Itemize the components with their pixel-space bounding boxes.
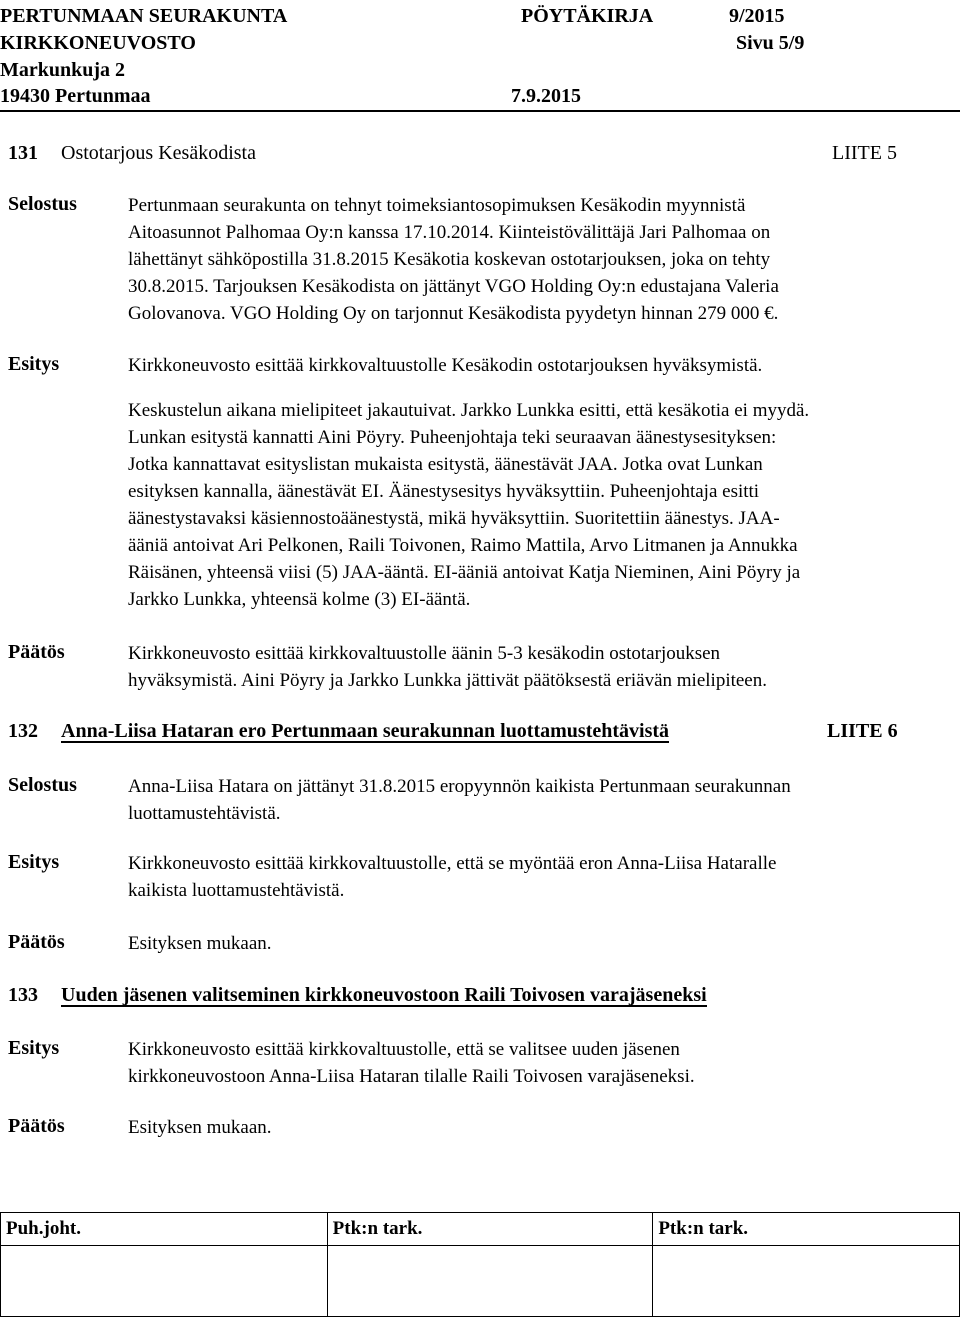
section-title [61, 720, 669, 743]
text-line: Kirkkoneuvosto esittää kirkkovaltuustolle äänin 5-3 kesäkodin ostotarjouksen [128, 643, 721, 664]
section-title [61, 984, 707, 1007]
text-line: kaikista luottamustehtävistä. [128, 880, 345, 901]
section-number: 133 [8, 984, 38, 1006]
attachment-ref: LIITE 6 [827, 720, 898, 742]
selostus-text [128, 773, 938, 827]
text-line: Golovanova. VGO Holding Oy on tarjonnut Kesäkodista pyydetyn hinnan 279 000 €. [128, 303, 779, 324]
section-number: 132 [8, 720, 38, 742]
selostus-text [128, 192, 938, 327]
signature-table [0, 1212, 960, 1317]
doc-number: 9/2015 [729, 5, 785, 27]
org-name: PERTUNMAAN SEURAKUNTA [0, 5, 288, 27]
signature-space [653, 1246, 960, 1317]
attachment-ref: LIITE 5 [832, 142, 897, 164]
esitys-label: Esitys [8, 353, 60, 375]
discussion-text [128, 397, 938, 613]
signature-cell-checker-1: Ptk:n tark. [327, 1213, 653, 1246]
paatos-label: Päätös [8, 931, 65, 953]
text-line: hyväksymistä. Aini Pöyry ja Jarkko Lunkka jättivät päätöksestä eriävän mielipiteen. [128, 670, 767, 691]
signature-cell-checker-2: Ptk:n tark. [653, 1213, 960, 1246]
text-line: kirkkoneuvostoon Anna-Liisa Hataran tilalle Raili Toivosen varajäseneksi. [128, 1066, 695, 1087]
meeting-date: 7.9.2015 [511, 85, 581, 107]
text-line: Pertunmaan seurakunta on tehnyt toimeksiantosopimuksen Kesäkodin myynnistä [128, 195, 746, 216]
section-number: 131 [8, 142, 38, 164]
text-line: lähettänyt sähköpostilla 31.8.2015 Kesäkotia koskevan ostotarjouksen, joka on tehty [128, 249, 771, 270]
text-line: äänestystavaksi käsiennostoäänestystä, mikä hyväksyttiin. Suoritettiin äänestys. JAA- [128, 508, 780, 529]
esitys-label: Esitys [8, 851, 60, 873]
text-line: Jarkko Lunkka, yhteensä kolme (3) EI-ääntä. [128, 589, 471, 610]
esitys-text [128, 850, 938, 904]
header-divider [0, 110, 960, 112]
signature-space [327, 1246, 653, 1317]
text-line: Lunkan esitystä kannatti Aini Pöyry. Puheenjohtaja teki seuraavan äänestysesityksen: [128, 427, 777, 448]
section-title: Ostotarjous Kesäkodista [61, 142, 256, 164]
esitys-text [128, 1036, 938, 1090]
body-name: KIRKKONEUVOSTO [0, 32, 196, 54]
text-line: luottamustehtävistä. [128, 803, 281, 824]
paatos-label: Päätös [8, 1115, 65, 1137]
text-line: ääniä antoivat Ari Pelkonen, Raili Toivonen, Raimo Mattila, Arvo Litmanen ja Annukka [128, 535, 798, 556]
selostus-label: Selostus [8, 774, 77, 796]
page-number: Sivu 5/9 [736, 32, 805, 54]
text-line: Kirkkoneuvosto esittää kirkkovaltuustolle, että se myöntää eron Anna-Liisa Hataralle [128, 853, 777, 874]
text-line: Aitoasunnot Palhomaa Oy:n kanssa 17.10.2014. Kiinteistövälittäjä Jari Palhomaa on [128, 222, 771, 243]
text-line: esityksen kannalla, äänestävät EI. Äänestysesitys hyväksyttiin. Puheenjohtaja esitti [128, 481, 760, 502]
doc-type: PÖYTÄKIRJA [521, 5, 654, 27]
signature-space [1, 1246, 328, 1317]
text-line: 30.8.2015. Tarjouksen Kesäkodista on jättänyt VGO Holding Oy:n edustajana Valeria [128, 276, 779, 297]
text-line: Jotka kannattavat esityslistan mukaista esitystä, äänestävät JAA. Jotka ovat Lunkan [128, 454, 763, 475]
paatos-text: Esityksen mukaan. [128, 1117, 272, 1138]
street-address: Markunkuja 2 [0, 59, 126, 81]
esitys-text: Kirkkoneuvosto esittää kirkkovaltuustolle Kesäkodin ostotarjouksen hyväksymistä. [128, 355, 763, 376]
text-line: Anna-Liisa Hatara on jättänyt 31.8.2015 eropyynnön kaikista Pertunmaan seurakunnan [128, 776, 791, 797]
paatos-text [128, 640, 938, 694]
postal-address: 19430 Pertunmaa [0, 85, 151, 107]
text-line: Räisänen, yhteensä viisi (5) JAA-ääntä. EI-ääniä antoivat Katja Nieminen, Aini Pöyry ja [128, 562, 801, 583]
section-title-text: Uuden jäsenen valitseminen kirkkoneuvostoon Raili Toivosen varajäseneksi [61, 984, 707, 1006]
paatos-text: Esityksen mukaan. [128, 933, 272, 954]
text-line: Kirkkoneuvosto esittää kirkkovaltuustolle, että se valitsee uuden jäsenen [128, 1039, 680, 1060]
signature-cell-chair: Puh.joht. [1, 1213, 328, 1246]
esitys-label: Esitys [8, 1037, 60, 1059]
paatos-label: Päätös [8, 641, 65, 663]
text-line: Keskustelun aikana mielipiteet jakautuivat. Jarkko Lunkka esitti, että kesäkotia ei myydä. [128, 400, 810, 421]
selostus-label: Selostus [8, 193, 77, 215]
section-title-text: Anna-Liisa Hataran ero Pertunmaan seurakunnan luottamustehtävistä [61, 720, 670, 742]
